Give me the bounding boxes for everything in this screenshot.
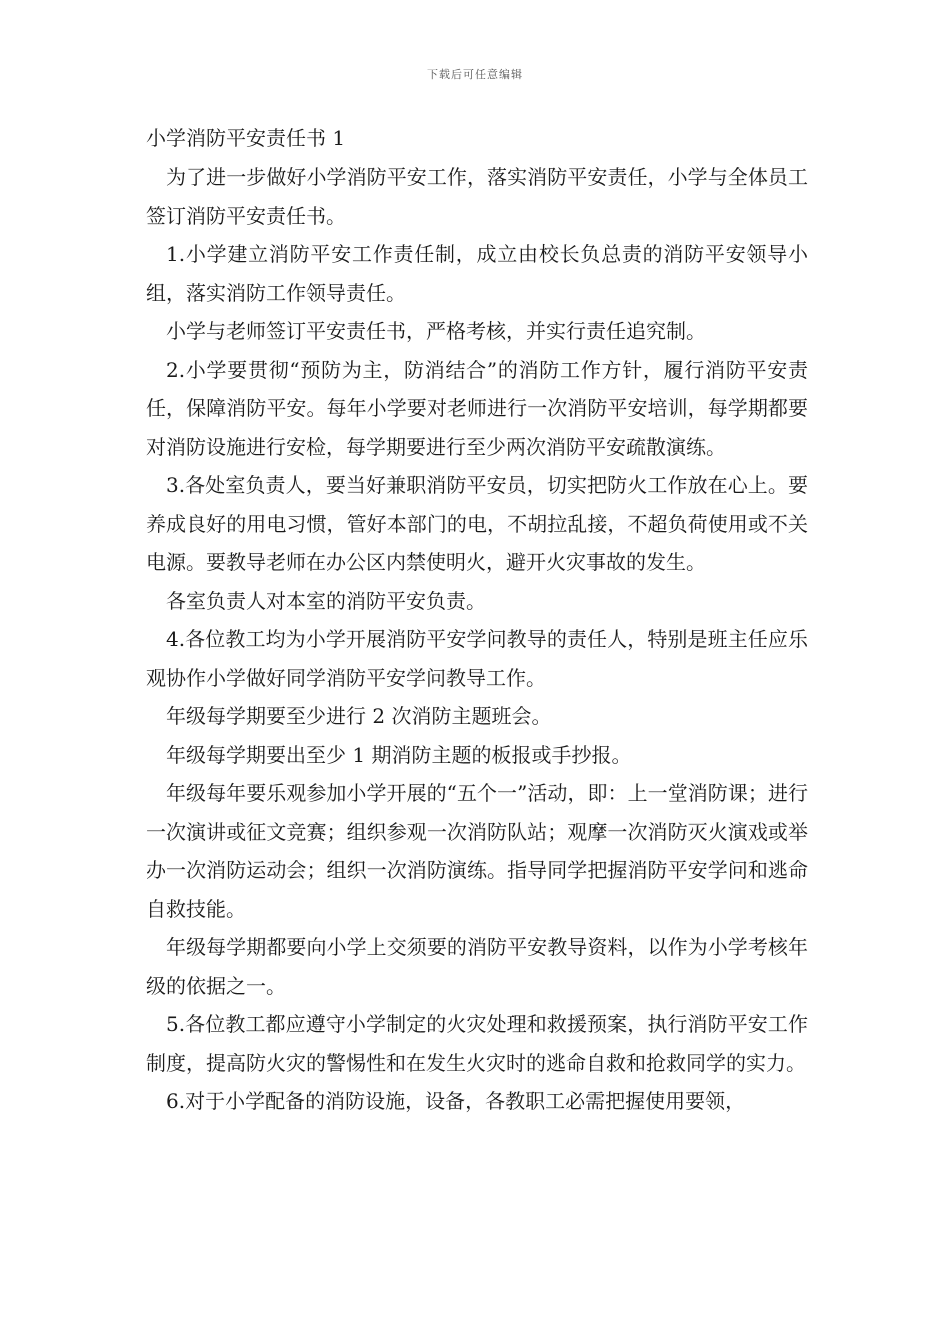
paragraph: 年级每学期要至少进行 2 次消防主题班会。 [166, 704, 552, 728]
paragraph: 年级每学期要出至少 1 期消防主题的板报或手抄报。 [166, 742, 632, 767]
paragraph: 2.小学要贯彻“预防为主，防消结合”的消防工作方针，履行消防平安责任，保障消防平安。每年小学要对老师进行一次消防平安培训，每学期都要对消防设施进行安检，每学期要进行至少两次消防平安疏散演练。 [146, 357, 808, 459]
paragraph: 年级每学期都要向小学上交须要的消防平安教导资料，以作为小学考核年级的依据之一。 [146, 935, 808, 998]
document-title: 小学消防平安责任书 1 [146, 126, 346, 150]
paragraph: 年级每年要乐观参加小学开展的“五个一”活动，即：上一堂消防课；进行一次演讲或征文竞赛；组织参观一次消防队站；观摩一次消防灭火演戏或举办一次消防运动会；组织一次消防演练。指导同学把握消防平安学问和逃命自救技能。 [146, 781, 808, 921]
document-body [146, 118, 808, 1121]
paragraph: 4.各位教工均为小学开展消防平安学问教导的责任人，特别是班主任应乐观协作小学做好同学消防平安学问教导工作。 [146, 627, 808, 690]
paragraph: 5.各位教工都应遵守小学制定的火灾处理和救援预案，执行消防平安工作制度，提高防火灾的警惕性和在发生火灾时的逃命自救和抢救同学的实力。 [146, 1012, 808, 1075]
paragraph: 小学与老师签订平安责任书，严格考核，并实行责任追究制。 [166, 319, 706, 343]
paragraph: 各室负责人对本室的消防平安负责。 [166, 588, 486, 613]
paragraph: 1.小学建立消防平安工作责任制，成立由校长负总责的消防平安领导小组，落实消防工作领导责任。 [146, 242, 808, 305]
paragraph: 3.各处室负责人，要当好兼职消防平安员，切实把防火工作放在心上。要养成良好的用电习惯，管好本部门的电，不胡拉乱接，不超负荷使用或不关电源。要教导老师在办公区内禁使明火，避开火灾事故的发生。 [146, 473, 808, 574]
paragraph: 为了进一步做好小学消防平安工作，落实消防平安责任，小学与全体员工签订消防平安责任书。 [146, 165, 808, 228]
paragraph: 6.对于小学配备的消防设施，设备，各教职工必需把握使用要领， [166, 1089, 746, 1113]
header-note: 下载后可任意编辑 [427, 68, 523, 81]
